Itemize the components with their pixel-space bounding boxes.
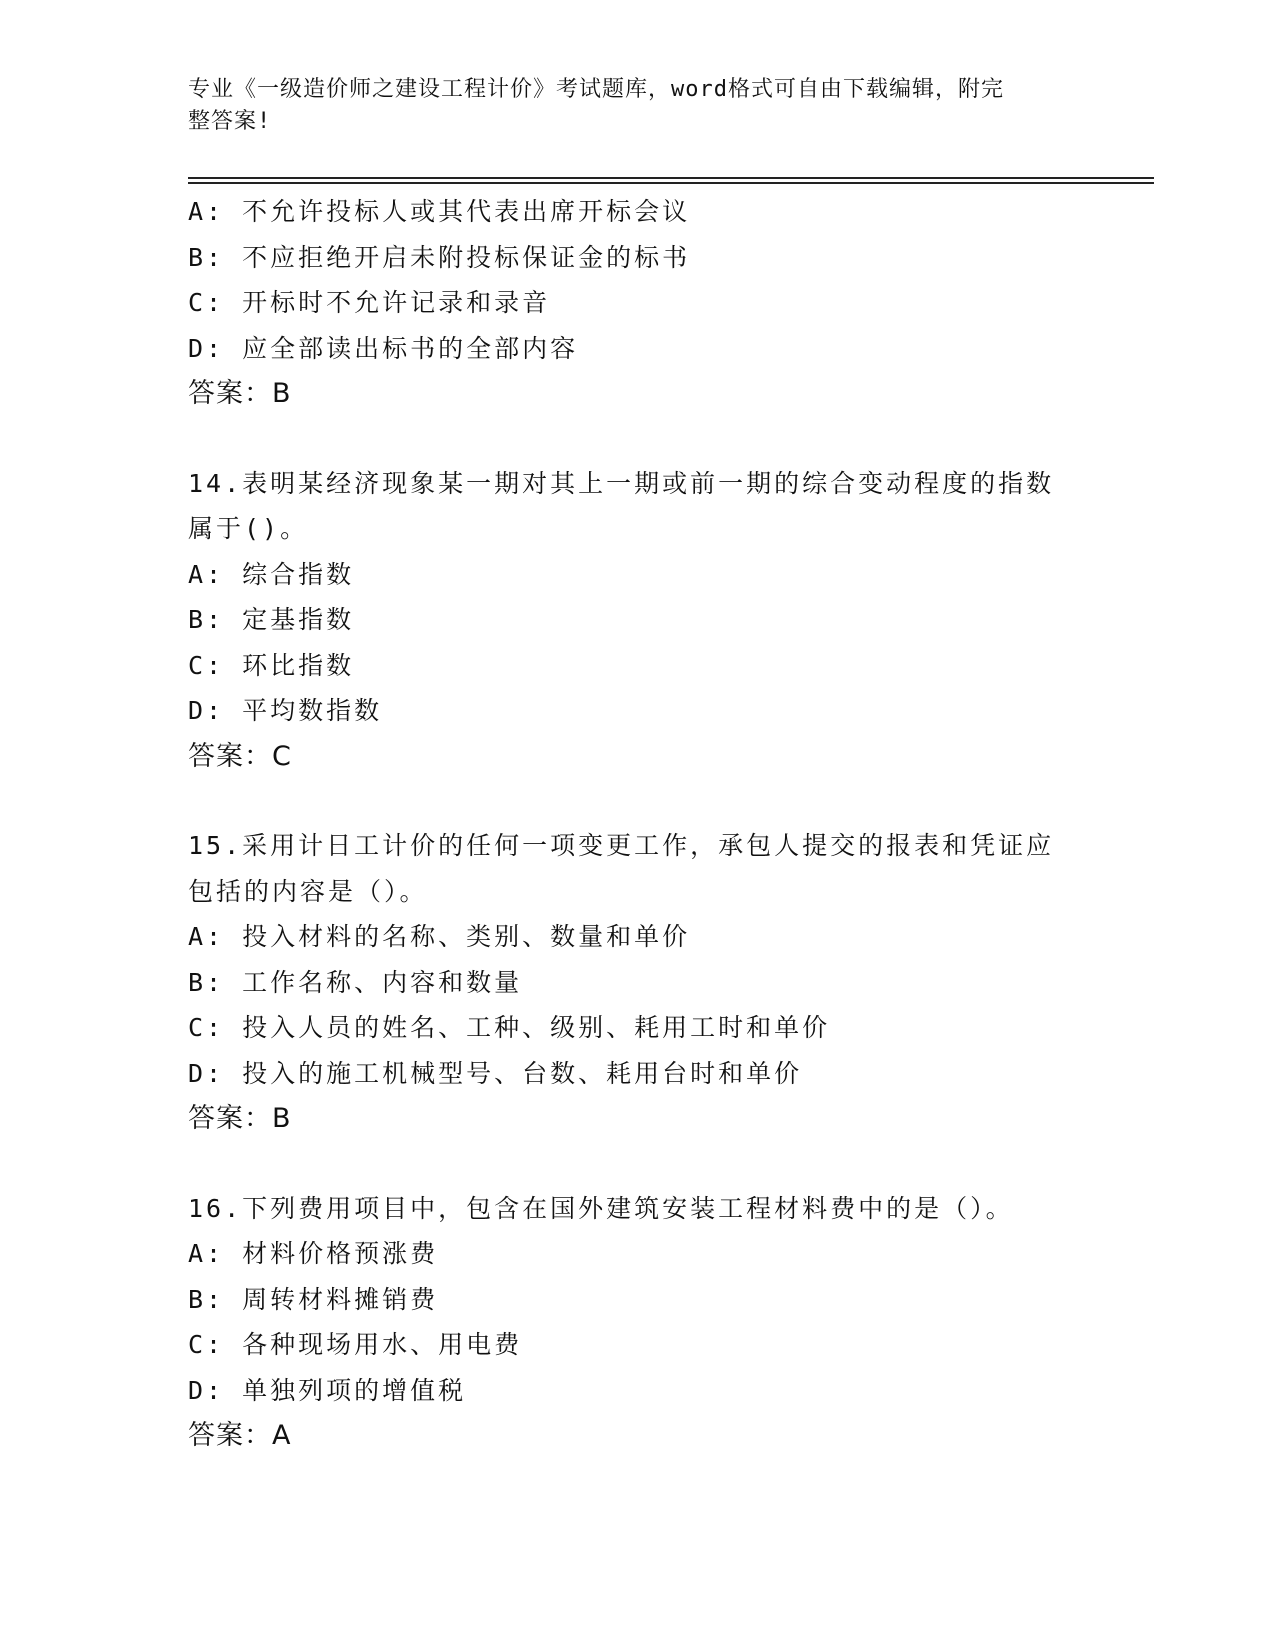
header-line-2: 整答案! (188, 109, 272, 134)
question-16 (188, 1186, 1088, 1459)
question-stem: 16.下列费用项目中，包含在国外建筑安装工程材料费中的是（）。 (188, 1193, 1014, 1223)
question-stem-continued: 属于()。 (188, 514, 309, 543)
option-d: D: 平均数指数 (188, 696, 383, 725)
spacer (188, 1142, 1088, 1186)
answer-line: 答案：B (188, 1103, 292, 1134)
option-b: B: 定基指数 (188, 605, 355, 634)
option-c: C: 投入人员的姓名、工种、级别、耗用工时和单价 (188, 1013, 831, 1042)
option-d: D: 投入的施工机械型号、台数、耗用台时和单价 (188, 1058, 803, 1088)
option-b: B: 周转材料摊销费 (188, 1284, 439, 1314)
option-a: A: 材料价格预涨费 (188, 1239, 439, 1268)
option-b: B: 工作名称、内容和数量 (188, 967, 523, 997)
option-d: D: 应全部读出标书的全部内容 (188, 333, 579, 363)
question-stem-continued: 包括的内容是（）。 (188, 876, 428, 906)
option-a: A: 不允许投标人或其代表出席开标会议 (188, 197, 691, 226)
document-header (188, 74, 1068, 138)
question-stem: 14.表明某经济现象某一期对其上一期或前一期的综合变动程度的指数 (188, 468, 1055, 498)
option-a: A: 综合指数 (188, 559, 355, 589)
option-c: C: 开标时不允许记录和录音 (188, 288, 551, 317)
question-stem: 15.采用计日工计价的任何一项变更工作，承包人提交的报表和凭证应 (188, 831, 1055, 860)
header-divider-bottom (188, 182, 1154, 184)
option-d: D: 单独列项的增值税 (188, 1375, 467, 1405)
option-c: C: 各种现场用水、用电费 (188, 1330, 523, 1359)
question-15 (188, 823, 1088, 1142)
option-c: C: 环比指数 (188, 650, 355, 680)
answer-line: 答案：B (188, 378, 292, 409)
option-a: A: 投入材料的名称、类别、数量和单价 (188, 922, 691, 951)
question-list (188, 189, 1088, 1459)
question-13 (188, 189, 1088, 417)
header-divider-top (188, 177, 1154, 179)
spacer (188, 417, 1088, 461)
spacer (188, 779, 1088, 823)
header-line-1: 专业《一级造价师之建设工程计价》考试题库，word格式可自由下载编辑，附完 (188, 77, 1004, 102)
option-b: B: 不应拒绝开启未附投标保证金的标书 (188, 242, 691, 272)
question-14 (188, 461, 1088, 780)
answer-line: 答案：A (188, 1420, 292, 1451)
answer-line: 答案：C (188, 740, 292, 772)
